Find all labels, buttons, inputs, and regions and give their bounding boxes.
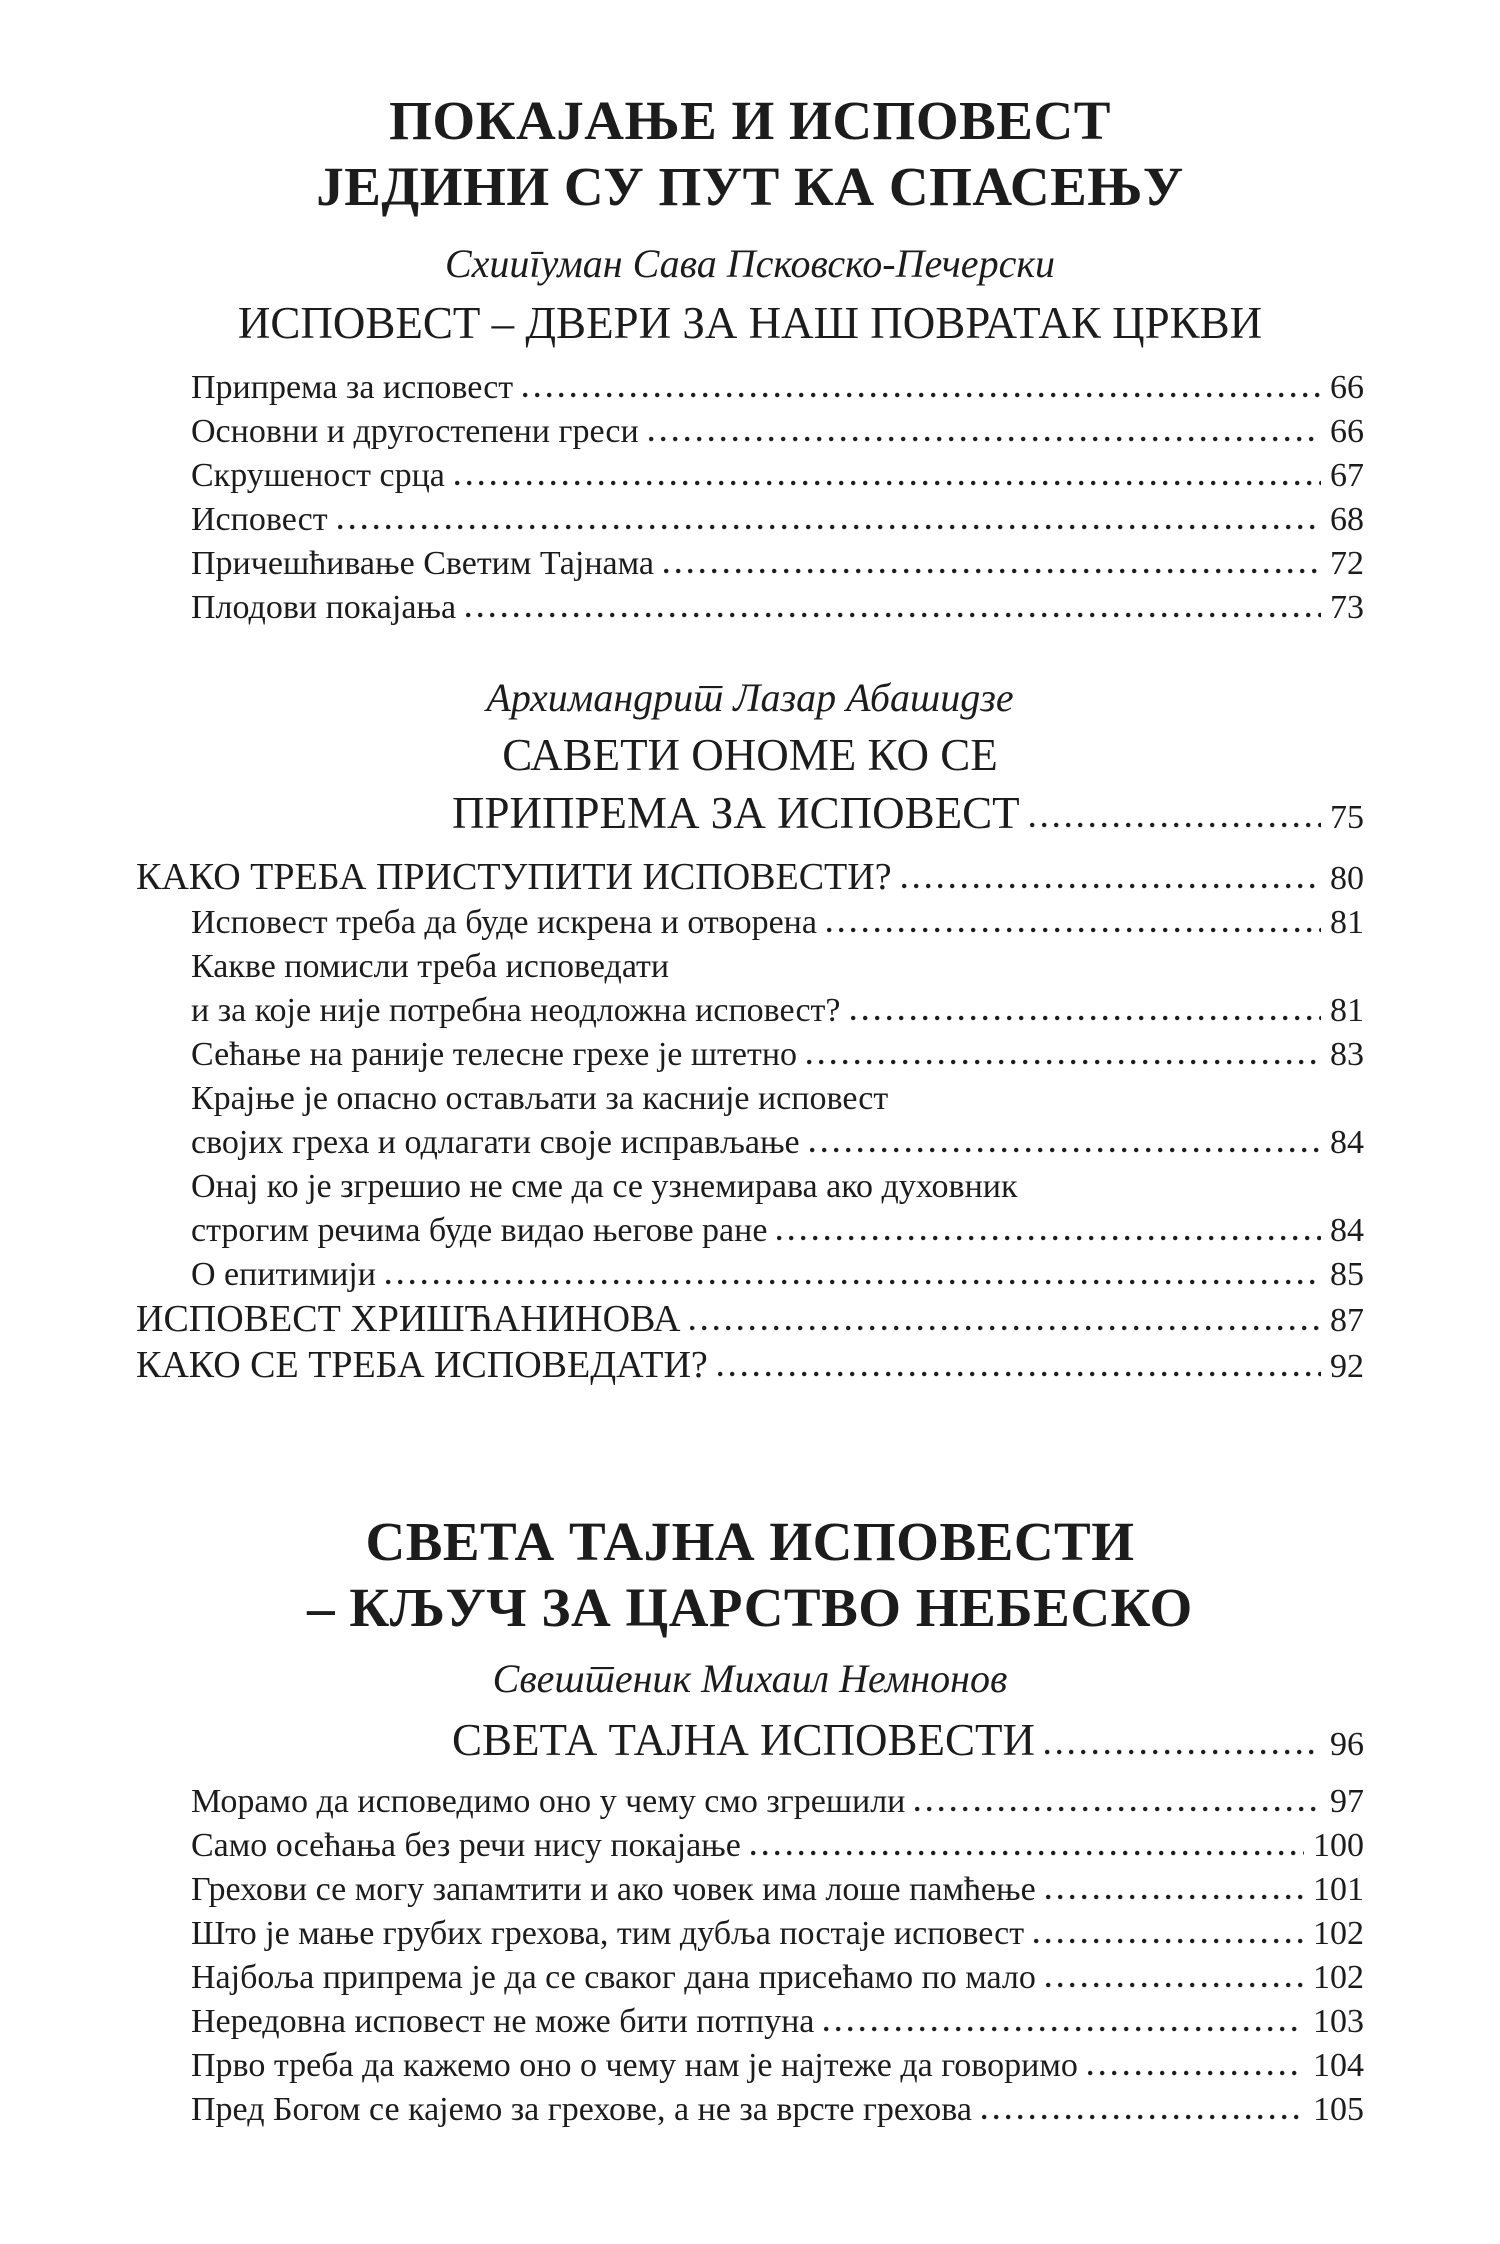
- dot-leader: [466, 612, 1321, 618]
- part2-entry-list: [136, 855, 1364, 1389]
- part3-title-line1: СВЕТА ТАЈНА ИСПОВЕСТИ: [365, 1511, 1135, 1572]
- toc-entry-label: Грехови се могу запамтити и ако човек има лоше памћење: [191, 1871, 1036, 1908]
- toc-entry-page: 84: [1330, 1212, 1364, 1249]
- toc-entry: [136, 1780, 1364, 1824]
- toc-entry-label: Пред Богом се кајемо за грехове, а не за врсте грехова: [191, 2091, 972, 2128]
- toc-entry-line2: [136, 1121, 1364, 1165]
- dot-leader: [386, 1279, 1321, 1285]
- toc-entry-page: 66: [1330, 369, 1364, 406]
- toc-part-3: [136, 1509, 1364, 2132]
- dot-leader: [338, 524, 1321, 530]
- toc-entry-label: Причешћивање Светим Тајнама: [191, 545, 655, 582]
- part1-title-line2: ЈЕДИНИ СУ ПУТ КА СПАСЕЊУ: [316, 156, 1184, 217]
- toc-entry: [136, 1297, 1364, 1343]
- toc-entry-label: Исповест: [191, 501, 328, 538]
- toc-entry: [136, 2088, 1364, 2132]
- toc-entry: [136, 1824, 1364, 1868]
- toc-part-2: [136, 674, 1364, 1389]
- dot-leader: [664, 568, 1321, 574]
- toc-entry-page: 101: [1313, 1871, 1364, 1908]
- part3-title: [136, 1509, 1364, 1641]
- toc-entry-page: 105: [1313, 2091, 1364, 2128]
- toc-entry-label: Нередовна исповест не може бити потпуна: [191, 2003, 815, 2040]
- toc-entry-line2: [136, 1209, 1364, 1253]
- part2-chapter-line2-row: [136, 784, 1364, 847]
- dot-leader: [1034, 1938, 1304, 1944]
- toc-entry-page: 81: [1330, 904, 1364, 941]
- toc-entry-label: Сећање на раније телесне грехе је штетно: [191, 1036, 798, 1073]
- dot-leader: [1045, 1749, 1321, 1755]
- toc-entry: [136, 454, 1364, 498]
- dot-leader: [455, 480, 1321, 486]
- toc-entry-page: 104: [1313, 2047, 1364, 2084]
- dot-leader: [915, 1806, 1321, 1812]
- toc-entry: [136, 1868, 1364, 1912]
- part1-chapter-heading: ИСПОВЕСТ – ДВЕРИ ЗА НАШ ПОВРАТАК ЦРКВИ: [237, 298, 1263, 348]
- toc-entry-page: 73: [1330, 589, 1364, 626]
- part2-author: Архимандрит Лазар Абашидзе: [486, 675, 1014, 720]
- toc-entry-page: 83: [1330, 1036, 1364, 1073]
- dot-leader: [902, 883, 1321, 889]
- toc-entry: [136, 2044, 1364, 2088]
- toc-entry-label: и за које није потребна неодложна исповест?: [191, 992, 841, 1029]
- toc-entry: [136, 855, 1364, 901]
- toc-entry-page: 80: [1330, 860, 1364, 897]
- toc-entry-line1: [136, 1165, 1364, 1209]
- toc-entry: [136, 1912, 1364, 1956]
- dot-leader: [649, 436, 1321, 442]
- dot-leader: [1088, 2070, 1304, 2076]
- part3-author: Свештеник Михаил Немнонов: [492, 1656, 1008, 1701]
- toc-entry-line1: [136, 945, 1364, 989]
- part1-author: Схиигуман Сава Псковско-Печерски: [444, 241, 1056, 286]
- toc-entry-page: 102: [1313, 1915, 1364, 1952]
- toc-entry-label: Какве помисли треба исповедати: [191, 948, 670, 985]
- toc-entry-page: 97: [1330, 1783, 1364, 1820]
- toc-entry-label: Морамо да исповедимо оно у чему смо згрешили: [191, 1783, 906, 1820]
- toc-entry: [136, 586, 1364, 630]
- toc-entry: [136, 1033, 1364, 1077]
- toc-entry: [136, 498, 1364, 542]
- toc-entry-label: својих греха и одлагати своје исправљање: [191, 1124, 800, 1161]
- toc-entry-page: 96: [1330, 1726, 1364, 1763]
- toc-entry-page: 81: [1330, 992, 1364, 1029]
- dot-leader: [1046, 1894, 1304, 1900]
- toc-entry: [136, 901, 1364, 945]
- part2-chapter-heading: [136, 726, 1364, 847]
- dot-leader: [1046, 1982, 1304, 1988]
- toc-entry-page: 67: [1330, 457, 1364, 494]
- dot-leader: [1030, 822, 1321, 828]
- toc-entry-label: Само осећања без речи нису покајање: [191, 1827, 741, 1864]
- toc-entry-page: 92: [1330, 1348, 1364, 1385]
- part1-title-line1: ПОКАЈАЊЕ И ИСПОВЕСТ: [389, 90, 1111, 151]
- part3-title-line2: – КЉУЧ ЗА ЦАРСТВО НЕБЕСКО: [307, 1577, 1193, 1638]
- toc-entry-line2: [136, 989, 1364, 1033]
- toc-entry-page: 87: [1330, 1302, 1364, 1339]
- dot-leader: [982, 2114, 1304, 2120]
- part1-entry-list: [136, 366, 1364, 630]
- toc-entry-label: Основни и другостепени греси: [191, 413, 639, 450]
- dot-leader: [718, 1371, 1321, 1377]
- part2-chapter-line2: ПРИПРЕМА ЗА ИСПОВЕСТ: [452, 788, 1020, 838]
- dot-leader: [690, 1325, 1321, 1331]
- toc-entry: [136, 1253, 1364, 1297]
- part3-entry-list: [136, 1780, 1364, 2132]
- toc-entry-label: строгим речима буде видао његове ране: [191, 1212, 768, 1249]
- toc-entry-page: 103: [1313, 2003, 1364, 2040]
- dot-leader: [523, 392, 1321, 398]
- toc-entry: [136, 1343, 1364, 1389]
- toc-entry-label: Прво треба да кажемо оно о чему нам је најтеже да говоримо: [191, 2047, 1078, 2084]
- part3-chapter-heading: [136, 1711, 1364, 1774]
- toc-entry-page: 100: [1313, 1827, 1364, 1864]
- toc-entry-label: Онај ко је згрешио не сме да се узнемирава ако духовник: [191, 1168, 1018, 1205]
- dot-leader: [777, 1235, 1321, 1241]
- toc-entry-label: О епитимији: [191, 1256, 376, 1293]
- dot-leader: [807, 1059, 1321, 1065]
- dot-leader: [827, 927, 1321, 933]
- toc-entry-page: 85: [1330, 1256, 1364, 1293]
- toc-entry: [136, 410, 1364, 454]
- part3-chapter-label: СВЕТА ТАЈНА ИСПОВЕСТИ: [452, 1715, 1036, 1765]
- toc-entry-page: 66: [1330, 413, 1364, 450]
- toc-part-1: [136, 88, 1364, 630]
- toc-entry-label: Скрушеност срца: [191, 457, 445, 494]
- toc-entry: [136, 1956, 1364, 2000]
- dot-leader: [824, 2026, 1304, 2032]
- toc-entry-label: КАКО ТРЕБА ПРИСТУПИТИ ИСПОВЕСТИ?: [136, 856, 892, 898]
- toc-entry-line1: [136, 1077, 1364, 1121]
- dot-leader: [810, 1147, 1321, 1153]
- toc-entry-label: Најбоља припрема је да се сваког дана присећамо по мало: [191, 1959, 1036, 1996]
- toc-entry: [136, 542, 1364, 586]
- toc-entry-page: 84: [1330, 1124, 1364, 1161]
- toc-entry-label: КАКО СЕ ТРЕБА ИСПОВЕДАТИ?: [136, 1344, 708, 1386]
- toc-entry-page: 75: [1330, 799, 1364, 836]
- toc-entry-page: 102: [1313, 1959, 1364, 1996]
- toc-entry: [136, 366, 1364, 410]
- toc-entry-label: Крајње је опасно остављати за касније исповест: [191, 1080, 889, 1117]
- toc-entry-label: ИСПОВЕСТ ХРИШЋАНИНОВА: [136, 1298, 681, 1340]
- part3-chapter-row: [136, 1711, 1364, 1774]
- toc-entry: [136, 2000, 1364, 2044]
- toc-entry-label: Плодови покајања: [191, 589, 457, 626]
- dot-leader: [751, 1850, 1304, 1856]
- toc-entry-page: 68: [1330, 501, 1364, 538]
- dot-leader: [851, 1015, 1322, 1021]
- toc-entry-label: Припрема за исповест: [191, 369, 514, 406]
- toc-entry-page: 72: [1330, 545, 1364, 582]
- toc-entry-label: Исповест треба да буде искрена и отворена: [191, 904, 817, 941]
- part2-chapter-line1: САВЕТИ ОНОМЕ КО СЕ: [502, 730, 998, 780]
- toc-entry-label: Што је мање грубих грехова, тим дубља постаје исповест: [191, 1915, 1025, 1952]
- part1-title: [136, 88, 1364, 220]
